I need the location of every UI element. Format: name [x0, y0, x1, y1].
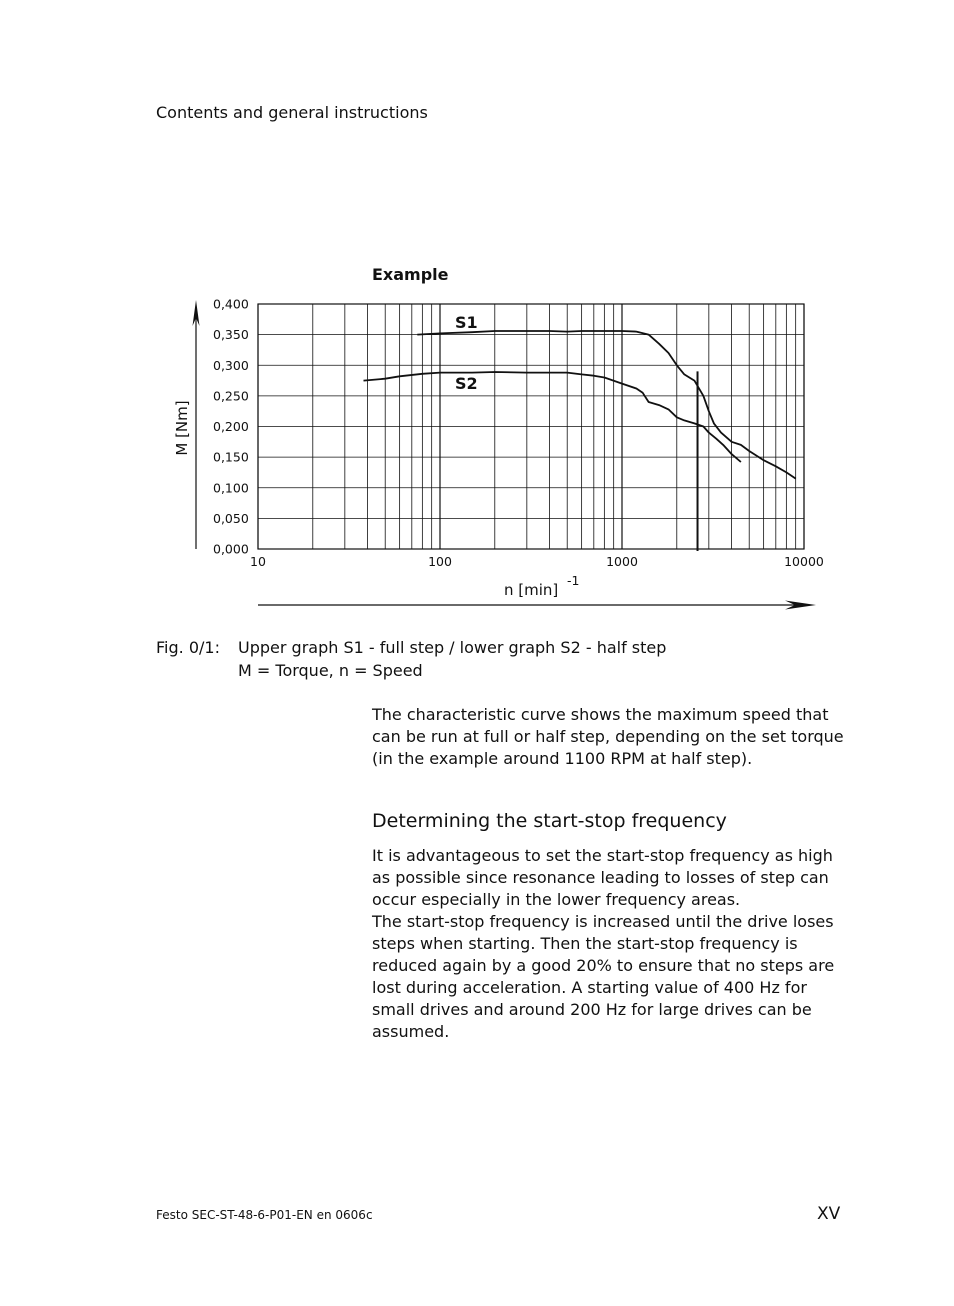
series-label-s1: S1	[455, 313, 478, 332]
x-axis-label-exponent: -1	[567, 573, 580, 588]
page-number: XV	[817, 1204, 841, 1224]
section-paragraph-2: The start-stop frequency is increased until the drive loses steps when starting. Then the start-stop frequency is reduced again by a good 20% to ensure that no steps are lost during acceleration. A starting value of 400 Hz for small drives and around 200 Hz for large drives can be assumed.	[372, 912, 835, 1041]
section-heading: Determining the start-stop frequency	[372, 810, 727, 832]
y-tick-label: 0,150	[213, 449, 249, 465]
series-label-s2: S2	[455, 374, 478, 393]
y-tick-label: 0,350	[213, 327, 249, 343]
figure-caption-line-1: Upper graph S1 - full step / lower graph S2 - half step	[238, 638, 667, 657]
y-tick-label: 0,400	[213, 296, 249, 312]
figure-caption-line-2: M = Torque, n = Speed	[238, 661, 423, 680]
y-tick-label: 0,200	[213, 419, 249, 434]
y-tick-label: 0,250	[213, 388, 249, 404]
running-header: Contents and general instructions	[156, 103, 428, 122]
x-tick-label: 1000	[606, 554, 638, 569]
y-tick-label: 0,050	[213, 510, 249, 526]
y-tick-label: 0,000	[213, 541, 249, 557]
y-tick-label: 0,300	[213, 357, 249, 373]
intro-paragraph	[372, 704, 848, 770]
footer-document-id: Festo SEC-ST-48-6-P01-EN en 0606c	[156, 1208, 373, 1222]
intro-paragraph-text: The characteristic curve shows the maximum speed that can be run at full or half step, depending on the set torque (in the example around 1100 RPM at half step).	[372, 705, 844, 768]
torque-speed-chart	[0, 0, 954, 640]
x-tick-label: 10	[250, 554, 266, 569]
section-body	[372, 845, 848, 1043]
series-line-s2	[364, 372, 741, 462]
y-tick-label: 0,100	[213, 480, 249, 496]
x-tick-label: 10000	[784, 554, 824, 569]
y-axis-label: M [Nm]	[173, 400, 191, 456]
figure-title: Example	[372, 265, 449, 284]
figure-caption-label: Fig. 0/1:	[156, 638, 220, 657]
section-paragraph-1: It is advantageous to set the start-stop frequency as high as possible since resonance leading to losses of step can occur especially in the lower frequency areas.	[372, 846, 833, 909]
series-line-s1	[417, 331, 795, 479]
x-axis-label: n [min]	[504, 581, 559, 599]
x-tick-label: 100	[428, 554, 452, 569]
